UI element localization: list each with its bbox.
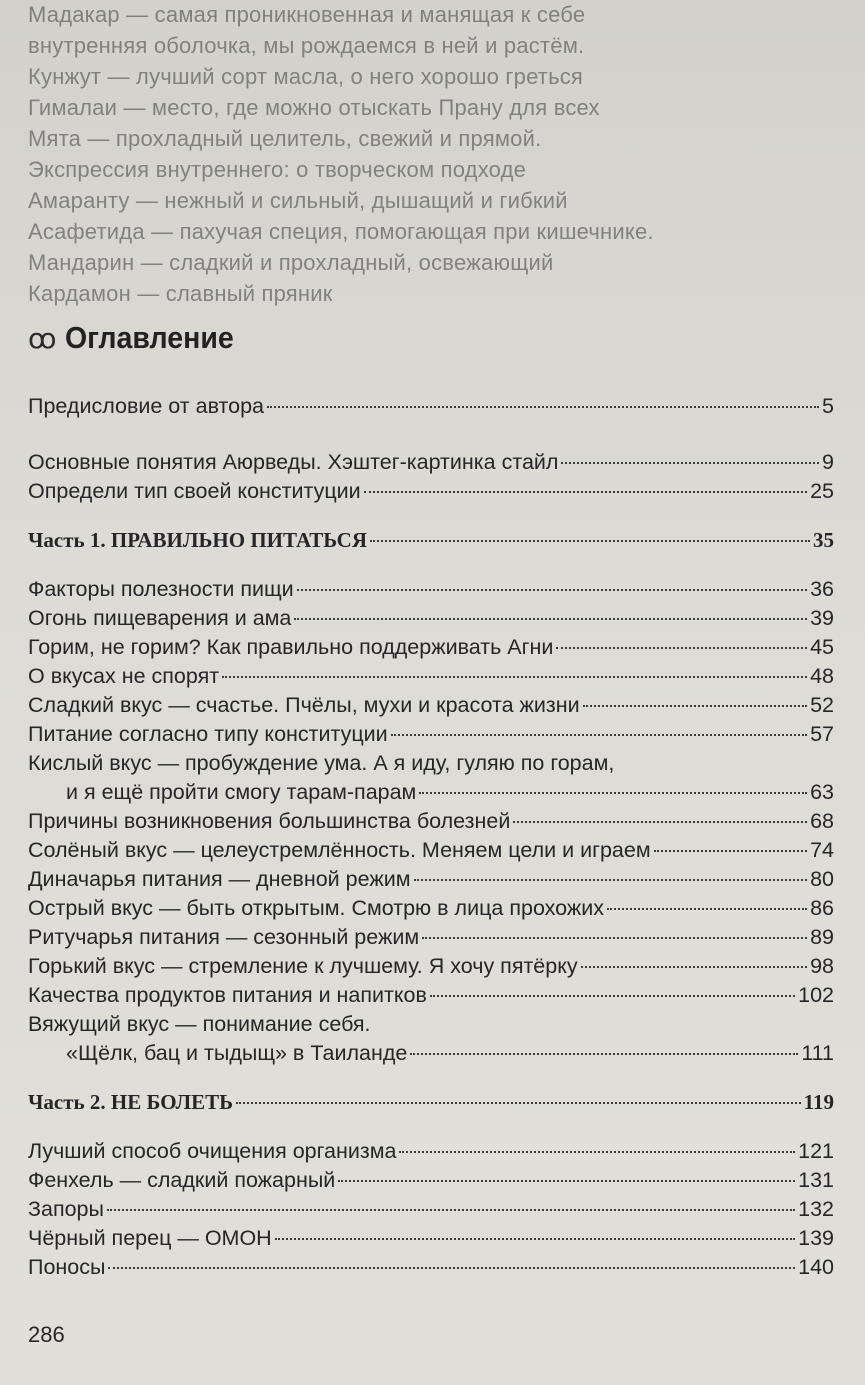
toc-entry-page: 63 xyxy=(810,780,834,804)
dot-leader xyxy=(607,908,807,910)
toc-entry-page: 74 xyxy=(810,838,834,862)
toc-entry[interactable] xyxy=(28,865,834,894)
toc-entry-title: Предисловие от автора xyxy=(28,394,264,418)
toc-entry-title: Запоры xyxy=(28,1197,104,1221)
toc-entry-title-line1[interactable]: Кислый вкус — пробуждение ума. А я иду, гуляю по горам, xyxy=(28,751,615,775)
toc-entry-title: Острый вкус — быть открытым. Смотрю в лица прохожих xyxy=(28,896,605,920)
toc-entry-page: 98 xyxy=(810,954,834,978)
toc-entry-title-line2: и я ещё пройти смогу тарам-парам xyxy=(66,780,417,804)
toc-entry-title-line2: «Щёлк, бац и тыдыщ» в Таиланде xyxy=(66,1041,408,1065)
bleed-line: Кардамон — славный пряник xyxy=(28,281,333,306)
dot-leader xyxy=(419,792,807,794)
toc-entry-page: 139 xyxy=(798,1226,834,1250)
toc-entry-page: 86 xyxy=(810,896,834,920)
toc-entry-page: 52 xyxy=(810,693,834,717)
dot-leader xyxy=(222,676,807,678)
toc-entry-page: 111 xyxy=(801,1041,834,1065)
toc-entry-page: 45 xyxy=(810,635,834,659)
dot-leader xyxy=(561,462,819,464)
toc-entry-page: 102 xyxy=(798,983,834,1007)
toc-entry-title: О вкусах не спорят xyxy=(28,664,220,688)
toc-entry[interactable] xyxy=(28,1137,834,1166)
toc-entry[interactable] xyxy=(28,894,834,923)
toc-heading xyxy=(28,320,248,356)
dot-leader xyxy=(338,1180,795,1182)
dot-leader xyxy=(267,406,819,408)
bleed-line: Асафетида — пахучая специя, помогающая при кишечнике. xyxy=(28,219,654,244)
toc-entry-page: 57 xyxy=(810,722,834,746)
dot-leader xyxy=(107,1209,795,1211)
ornament-icon: ꝏ xyxy=(28,321,57,355)
toc-entry-title: Лучший способ очищения организма xyxy=(28,1139,397,1163)
toc-entry[interactable] xyxy=(28,1166,834,1195)
dot-leader xyxy=(399,1151,795,1153)
toc-entry[interactable] xyxy=(28,662,834,691)
bleed-line: Гималаи — место, где можно отыскать Прану для всех xyxy=(28,95,600,120)
toc-entry-title: Горький вкус — стремление к лучшему. Я хочу пятёрку xyxy=(28,954,578,978)
toc-entry-page: 9 xyxy=(822,450,834,474)
toc-entry[interactable] xyxy=(28,1224,834,1253)
bleed-line: Мандарин — сладкий и прохладный, освежающий xyxy=(28,250,554,275)
toc-entry[interactable] xyxy=(28,720,834,749)
table-of-contents xyxy=(28,392,834,1282)
bleed-line: внутренняя оболочка, мы рождаемся в ней и растём. xyxy=(28,33,585,58)
toc-entry-page: 119 xyxy=(803,1090,834,1114)
toc-entry-title: Факторы полезности пищи xyxy=(28,577,294,601)
dot-leader xyxy=(370,540,810,542)
page-number: 286 xyxy=(28,1322,65,1347)
dot-leader xyxy=(422,937,807,939)
toc-entry-title-line1[interactable]: Вяжущий вкус — понимание себя. xyxy=(28,1012,371,1036)
toc-entry-page: 39 xyxy=(810,606,834,630)
toc-entry-title: Причины возникновения большинства болезней xyxy=(28,809,511,833)
dot-leader xyxy=(414,879,808,881)
dot-leader xyxy=(581,966,807,968)
toc-entry-page: 25 xyxy=(810,479,834,503)
toc-part-2[interactable] xyxy=(28,1088,834,1117)
toc-entry[interactable] xyxy=(28,477,834,506)
dot-leader xyxy=(297,589,807,591)
dot-leader xyxy=(556,647,807,649)
toc-title: Оглавление xyxy=(64,320,234,355)
toc-part-title: Часть 2. НЕ БОЛЕТЬ xyxy=(28,1090,234,1114)
toc-entry[interactable] xyxy=(28,604,834,633)
toc-entry-title: Солёный вкус — целеустремлённость. Меняем цели и играем xyxy=(28,838,651,862)
toc-entry[interactable] xyxy=(28,448,834,477)
dot-leader xyxy=(294,618,807,620)
toc-entry-page: 48 xyxy=(810,664,834,688)
toc-entry-page: 132 xyxy=(798,1197,834,1221)
dot-leader xyxy=(236,1102,801,1104)
dot-leader xyxy=(275,1238,795,1240)
bleed-through-text xyxy=(28,0,835,310)
dot-leader xyxy=(583,705,807,707)
toc-entry-title: Сладкий вкус — счастье. Пчёлы, мухи и красота жизни xyxy=(28,693,580,717)
toc-part-title: Часть 1. ПРАВИЛЬНО ПИТАТЬСЯ xyxy=(28,528,367,552)
toc-entry-title: Чёрный перец — ОМОН xyxy=(28,1226,272,1250)
toc-entry-title: Определи тип своей конституции xyxy=(28,479,361,503)
dot-leader xyxy=(108,1267,795,1269)
dot-leader xyxy=(654,850,807,852)
toc-entry[interactable] xyxy=(28,1039,834,1068)
toc-entry[interactable] xyxy=(28,981,834,1010)
toc-entry-title: Основные понятия Аюрведы. Хэштег-картинка стайл xyxy=(28,450,559,474)
toc-entry-page: 80 xyxy=(810,867,834,891)
toc-entry-page: 68 xyxy=(810,809,834,833)
toc-entry-page: 35 xyxy=(813,528,834,552)
toc-entry[interactable] xyxy=(28,923,834,952)
toc-entry-title: Качества продуктов питания и напитков xyxy=(28,983,427,1007)
toc-entry-page: 89 xyxy=(810,925,834,949)
toc-entry[interactable] xyxy=(28,952,834,981)
toc-entry[interactable] xyxy=(28,836,834,865)
toc-entry-title: Питание согласно типу конституции xyxy=(28,722,388,746)
dot-leader xyxy=(391,734,807,736)
toc-entry-title: Поносы xyxy=(28,1255,106,1279)
dot-leader xyxy=(364,491,807,493)
toc-entry-title: Диначарья питания — дневной режим xyxy=(28,867,411,891)
dot-leader xyxy=(410,1053,798,1055)
toc-entry[interactable] xyxy=(28,1253,834,1282)
toc-entry-page: 36 xyxy=(810,577,834,601)
bleed-line: Мята — прохладный целитель, свежий и прямой. xyxy=(28,126,542,151)
bleed-line: Кунжут — лучший сорт масла, о него хорошо греться xyxy=(28,64,584,89)
toc-entry-preface[interactable] xyxy=(28,392,834,421)
bleed-line: Экспрессия внутреннего: о творческом подходе xyxy=(28,157,527,182)
bleed-line: Мадакар — самая проникновенная и манящая к себе xyxy=(28,2,586,27)
toc-entry[interactable] xyxy=(28,778,834,807)
dot-leader xyxy=(430,995,795,997)
bleed-line: Амаранту — нежный и сильный, дышащий и гибкий xyxy=(28,188,568,213)
toc-part-1[interactable] xyxy=(28,526,834,555)
toc-entry-page: 140 xyxy=(798,1255,834,1279)
toc-entry[interactable] xyxy=(28,807,834,836)
toc-entry-title: Фенхель — сладкий пожарный xyxy=(28,1168,336,1192)
toc-entry[interactable] xyxy=(28,575,834,604)
toc-entry[interactable] xyxy=(28,691,834,720)
toc-entry[interactable] xyxy=(28,1195,834,1224)
toc-entry-page: 131 xyxy=(798,1168,834,1192)
toc-entry-title: Ритучарья питания — сезонный режим xyxy=(28,925,420,949)
toc-entry-title: Горим, не горим? Как правильно поддерживать Агни xyxy=(28,635,554,659)
toc-entry[interactable] xyxy=(28,633,834,662)
toc-entry-page: 121 xyxy=(798,1139,834,1163)
toc-entry-page: 5 xyxy=(822,394,834,418)
toc-entry-title: Огонь пищеварения и ама xyxy=(28,606,292,630)
dot-leader xyxy=(513,821,807,823)
